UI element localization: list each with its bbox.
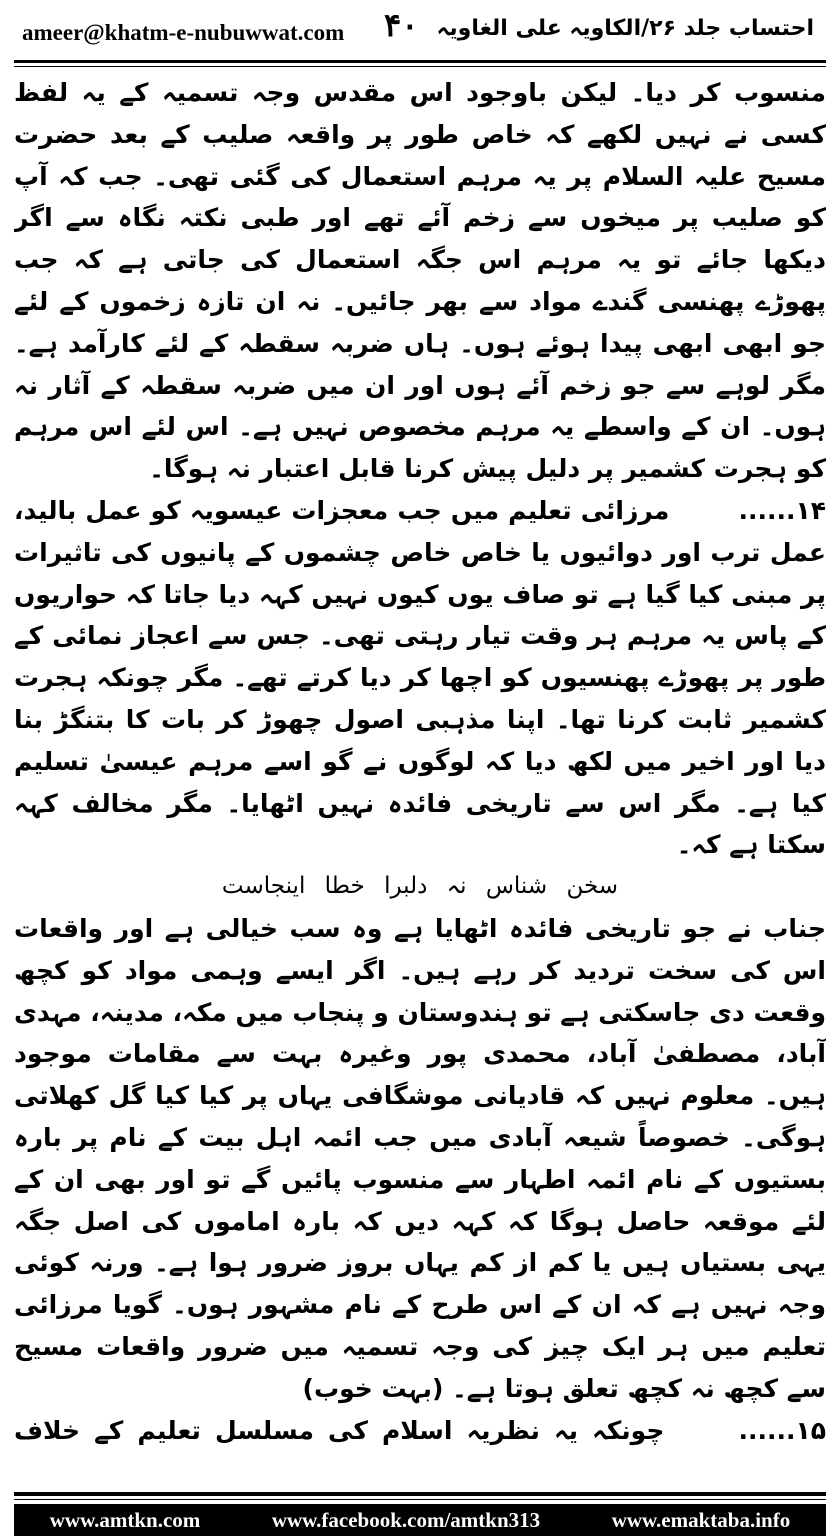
footer-rule [14, 1492, 826, 1500]
footer-link-amtkn[interactable]: www.amtkn.com [49, 1507, 201, 1532]
footer-link-facebook[interactable]: www.facebook.com/amtkn313 [271, 1507, 541, 1532]
running-title: احتساب جلد ۲۶/الکاویہ علی الغاویہ [436, 16, 814, 41]
header-email: ameer@khatm-e-nubuwwat.com [22, 20, 345, 45]
page-footer [14, 1504, 826, 1536]
paragraph-1: منسوب کر دیا۔ لیکن باوجود اس مقدس وجہ تسمیہ کے یہ لفظ کسی نے نہیں لکھے کہ خاص طور پر واقعہ صلیب کے بعد حضرت مسیح علیہ السلام پر یہ مرہم استعمال کی گئی تھی۔ جب کہ آپ کو صلیب پر میخوں سے زخم آئے تھے اور طبی نکتہ نگاہ سے اگر دیکھا جائے تو یہ مرہم اس جگہ استعمال کی جاتی ہے کہ جب پھوڑے پھنسی گندے مواد سے بھر جائیں۔ نہ ان تازہ زخموں کے لئے جو ابھی ابھی پیدا ہوئے ہوں۔ ہاں ضربہ سقطہ کے لئے کارآمد ہے۔ مگر لوہے سے جو زخم آئے ہوں اور ان میں ضربہ سقطہ کے آثار نہ ہوں۔ ان کے واسطے یہ مرہم مخصوص نہیں ہے۔ اس لئے اس مرہم کو ہجرت کشمیر پر دلیل پیش کرنا قابل اعتبار نہ ہوگا۔ [14, 78, 826, 484]
page-number: ۴۰ [384, 6, 419, 44]
verse-line: سخن شناس نہ دلبرا خطا اینجاست [221, 873, 619, 900]
body-text [14, 72, 826, 1452]
paragraph-4-text: چونکہ یہ نظریہ اسلام کی مسلسل تعلیم کے خلاف [14, 1415, 665, 1445]
header-rule [14, 60, 826, 67]
paragraph-4 [14, 1410, 826, 1453]
page-header [14, 0, 826, 62]
paragraph-2 [14, 490, 826, 866]
paragraph-3: جناب نے جو تاریخی فائدہ اٹھایا ہے وہ سب خیالی ہے اور واقعات اس کی سخت تردید کر رہے ہیں۔ اگر ایسے وہمی مواد کو کچھ وقعت دی جاسکتی ہے تو ہندوستان و پنجاب میں مکہ، مدینہ، مہدی آباد، مصطفیٰ آباد، محمدی پور وغیرہ بہت سے مقامات موجود ہیں۔ معلوم نہیں کہ قادیانی موشگافی یہاں پر کیا کیا گل کھلاتی ہوگی۔ خصوصاً شیعہ آبادی میں جب ائمہ اہل بیت کے نام پر بارہ بستیوں کے نام ائمہ اطہار سے منسوب پائیں گے تو اور بھی ان کے لئے موقعہ حاصل ہوگا کہ کہہ دیں کہ بارہ اماموں کی اصل جگہ یہی بستیاں ہیں یا کم از کم یہاں بروز ضرور ہوا ہے۔ ورنہ کوئی وجہ نہیں ہے کہ ان کے اس طرح کے نام مشہور ہوں۔ گویا مرزائی تعلیم میں ہر ایک چیز کی وجہ تسمیہ میں ضرور واقعات مسیح سے کچھ نہ کچھ تعلق ہوتا ہے۔ (بہت خوب) [14, 913, 826, 1403]
paragraph-4-number: ۱۵...... [738, 1415, 826, 1445]
paragraph-2-text: مرزائی تعلیم میں جب معجزات عیسویہ کو عمل بالید، عمل ترب اور دوائیوں یا خاص خاص چشموں کے پانیوں کی تاثیرات پر مبنی کیا گیا ہے تو صاف یوں کیوں نہیں کہہ دیا جاتا کہ حواریوں کے پاس یہ مرہم ہر وقت تیار رہتی تھی۔ جس سے اعجاز نمائی کے طور پر پھوڑے پھنسیوں کو اچھا کر دیا کرتے تھے۔ مگر چونکہ ہجرت کشمیر ثابت کرنا تھا۔ اپنا مذہبی اصول چھوڑ کر بات کا بتنگڑ بنا دیا اور اخیر میں لکھ دیا کہ لوگوں نے گو اسے مرہم عیسیٰ تسلیم کیا ہے۔ مگر اس سے تاریخی فائدہ نہیں اٹھایا۔ مگر مخالف کہہ سکتا ہے کہ۔ [14, 495, 826, 860]
footer-link-emaktaba[interactable]: www.emaktaba.info [611, 1507, 791, 1532]
paragraph-2-number: ۱۴...... [738, 495, 826, 525]
